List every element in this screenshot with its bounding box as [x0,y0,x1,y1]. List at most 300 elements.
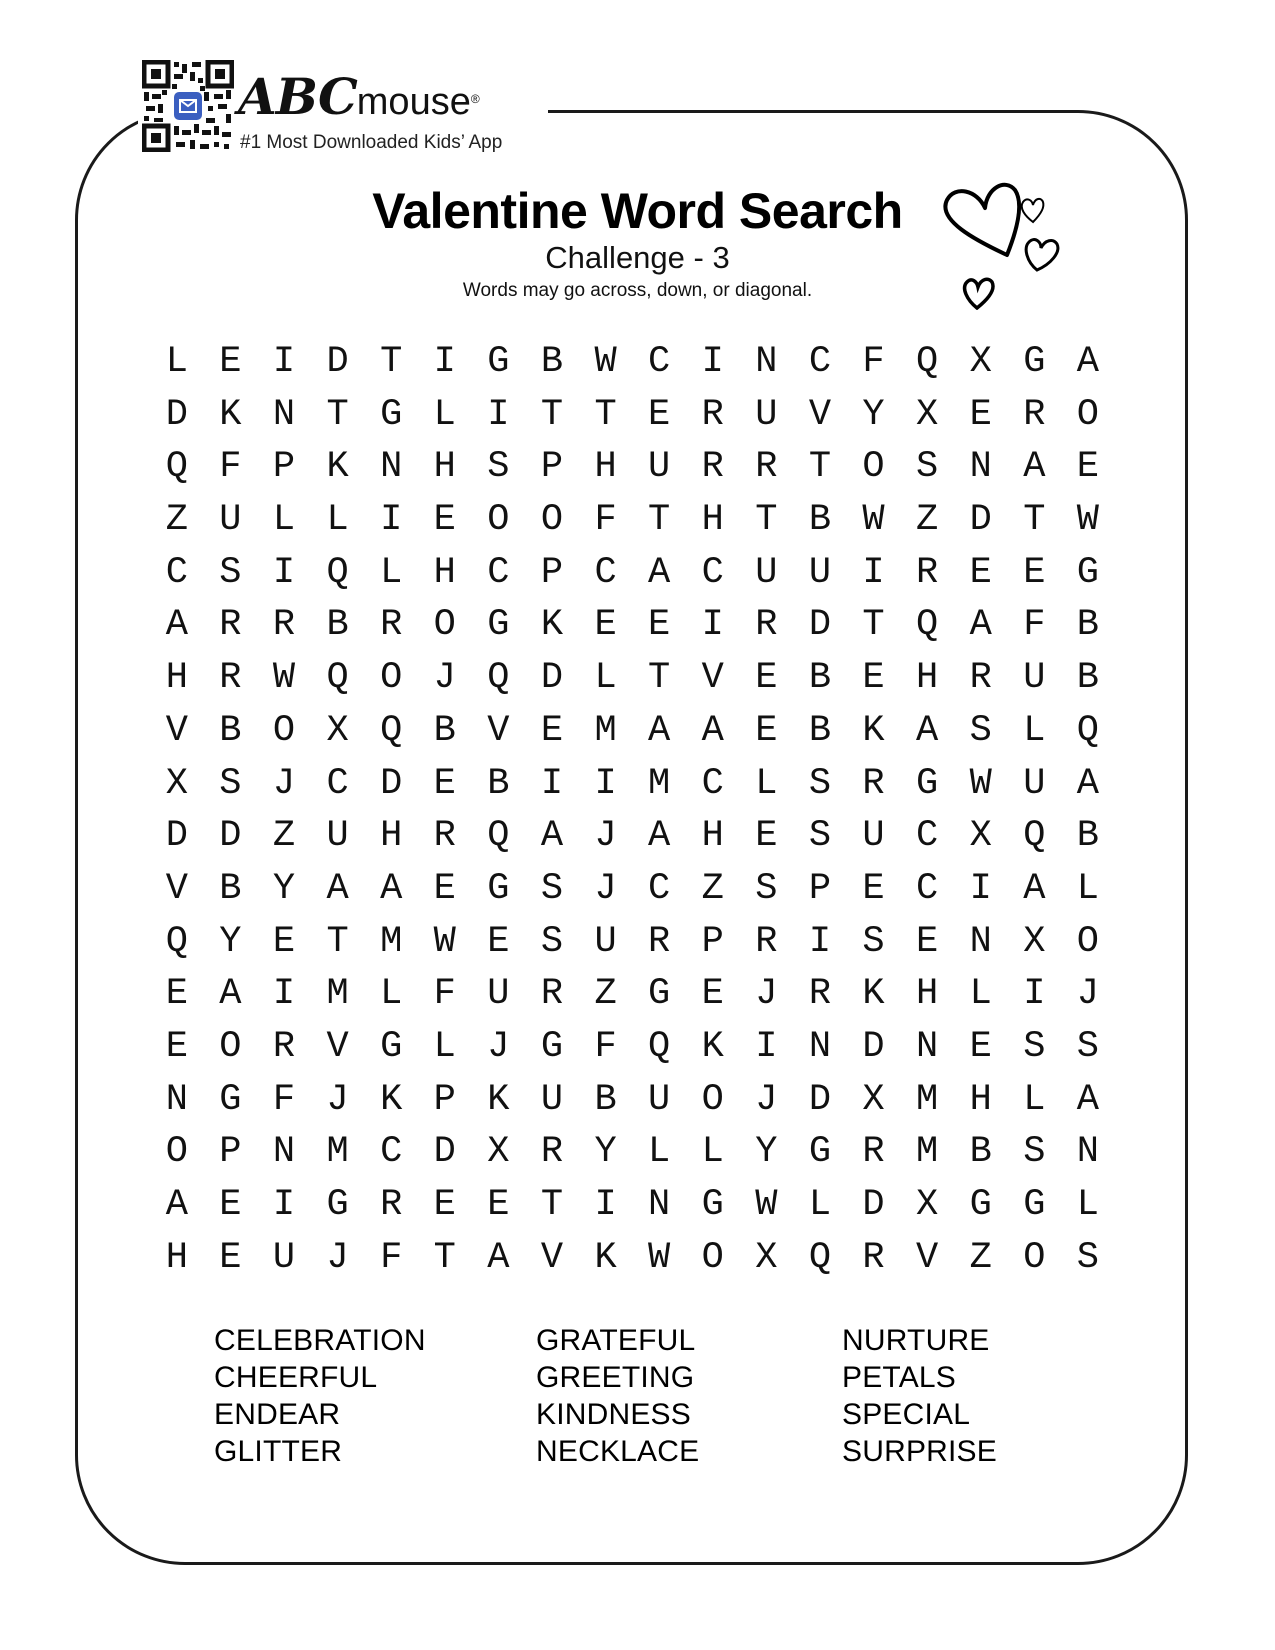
grid-letter: L [326,499,349,542]
instructions: Words may go across, down, or diagonal. [462,280,813,301]
grid-letter: D [862,1025,885,1068]
grid-letter: J [487,1025,510,1068]
grid-letter: S [862,920,885,963]
grid-letter: L [380,973,403,1016]
grid-letter: O [1076,393,1099,436]
grid-letter: R [969,657,992,700]
grid-letter: R [755,604,778,647]
word-item: GLITTER [214,1435,343,1468]
grid-letter: J [755,973,778,1016]
grid-letter: A [648,551,671,594]
grid-letter: R [755,446,778,489]
grid-letter: M [916,1131,939,1174]
grid-letter: Y [272,867,296,910]
word-item: GREETING [536,1361,695,1394]
grid-letter: C [701,762,724,805]
grid-letter: Q [487,657,510,700]
grid-letter: X [487,1131,510,1174]
grid-letter: J [594,815,617,858]
grid-letter: B [808,499,832,542]
grid-letter: T [326,393,349,436]
grid-letter: P [272,446,296,489]
grid-letter: B [540,341,564,383]
grid-letter: H [433,446,456,489]
grid-letter: B [1076,604,1099,647]
grid-letter: S [808,762,832,805]
grid-letter: W [648,1236,671,1279]
grid-letter: J [594,867,617,910]
grid-letter: L [648,1131,671,1174]
grid-letter: A [219,973,242,1016]
grid-letter: F [219,446,242,489]
grid-letter: S [219,551,242,594]
grid-letter: Q [648,1025,671,1068]
grid-letter: W [433,920,456,963]
grid-letter: R [862,762,885,805]
grid-letter: O [540,499,564,542]
grid-letter: W [594,341,617,383]
grid-letter: E [487,920,510,963]
grid-letter: O [701,1236,724,1279]
grid-letter: C [916,815,939,858]
grid-letter: S [1076,1025,1099,1068]
grid-letter: S [969,709,992,752]
grid-letter: S [540,920,564,963]
grid-letter: O [380,657,403,700]
grid-letter: L [1076,1184,1099,1226]
grid-letter: A [1076,341,1099,383]
grid-letter: R [272,1025,296,1068]
grid-letter: A [701,709,724,752]
grid-letter: A [1076,1078,1099,1121]
grid-letter: D [165,815,188,858]
grid-letter: Q [808,1236,832,1279]
grid-letter: G [487,604,510,647]
grid-letter: G [1076,551,1099,594]
grid-letter: N [1076,1131,1099,1174]
grid-letter: I [380,499,403,542]
grid-letter: R [755,920,778,963]
grid-letter: L [594,657,617,700]
grid-letter: B [487,762,510,805]
grid-letter: U [648,446,671,489]
grid-letter: P [219,1131,242,1174]
grid-letter: L [969,973,992,1016]
grid-letter: V [808,393,832,436]
grid-letter: E [648,393,671,436]
grid-letter: G [969,1184,992,1226]
grid-letter: A [165,604,188,647]
grid-letter: H [701,499,724,542]
grid-letter: M [380,920,403,963]
grid-letter: E [433,867,456,910]
grid-letter: I [272,1184,296,1226]
grid-letter: D [862,1184,885,1226]
grid-letter: U [755,551,778,594]
grid-letter: H [165,657,188,700]
grid-letter: Z [165,499,188,542]
grid-letter: U [648,1078,671,1121]
grid-letter: R [862,1236,885,1279]
grid-letter: E [969,1025,992,1068]
grid-letter: G [1023,341,1046,383]
grid-letter: R [219,604,242,647]
grid-letter: W [755,1184,778,1226]
grid-letter: C [165,551,188,594]
grid-letter: K [701,1025,724,1068]
grid-letter: I [594,1184,617,1226]
grid-letter: S [808,815,832,858]
grid-letter: H [969,1078,992,1121]
grid-letter: B [219,709,242,752]
grid-letter: L [1076,867,1099,910]
grid-letter: K [594,1236,617,1279]
grid-letter: O [165,1131,188,1174]
grid-letter: Q [487,815,510,858]
grid-letter: W [1076,499,1099,542]
grid-letter: O [487,499,510,542]
grid-letter: T [433,1236,456,1279]
grid-letter: V [165,867,188,910]
grid-letter: K [862,709,885,752]
grid-letter: Q [165,446,188,489]
grid-letter: Z [701,867,724,910]
grid-letter: I [272,973,296,1016]
grid-letter: D [540,657,564,700]
grid-letter: E [433,762,456,805]
grid-letter: Q [165,920,188,963]
grid-letter: F [1023,604,1046,647]
grid-letter: T [808,446,832,489]
grid-letter: R [219,657,242,700]
grid-letter: B [808,657,832,700]
grid-letter: G [701,1184,724,1226]
grid-letter: E [433,1184,456,1226]
grid-letter: A [487,1236,510,1279]
grid-letter: J [272,762,296,805]
grid-letter: E [755,815,778,858]
grid-letter: P [540,551,564,594]
grid-letter: N [969,446,992,489]
grid-letter: Z [594,973,617,1016]
grid-letter: D [969,499,992,542]
grid-letter: K [219,393,242,436]
grid-letter: Q [326,657,349,700]
grid-letter: B [1076,657,1099,700]
grid-letter: R [701,393,724,436]
grid-letter: W [862,499,885,542]
grid-letter: D [433,1131,456,1174]
grid-letter: C [487,551,510,594]
grid-letter: D [380,762,403,805]
grid-letter: A [969,604,992,647]
grid-letter: R [648,920,671,963]
grid-letter: S [540,867,564,910]
grid-letter: K [487,1078,510,1121]
grid-letter: U [755,393,778,436]
grid-letter: W [969,762,992,805]
word-item: CELEBRATION [214,1324,426,1357]
grid-letter: I [272,341,296,383]
grid-letter: H [916,657,939,700]
grid-letter: R [701,446,724,489]
grid-letter: C [916,867,939,910]
grid-letter: E [219,341,242,383]
grid-letter: K [326,446,349,489]
word-item: SPECIAL [842,1398,971,1431]
grid-letter: O [701,1078,724,1121]
grid-letter: A [648,709,671,752]
grid-letter: N [969,920,992,963]
grid-letter: N [272,1131,296,1174]
grid-letter: G [540,1025,564,1068]
grid-letter: F [433,973,456,1016]
grid-letter: I [808,920,832,963]
grid-letter: E [219,1236,242,1279]
grid-letter: O [433,604,456,647]
grid-letter: E [594,604,617,647]
grid-letter: J [433,657,456,700]
grid-letter: A [540,815,564,858]
grid-letter: L [380,551,403,594]
grid-letter: B [219,867,242,910]
qr-code-icon [142,60,234,152]
grid-letter: H [165,1236,188,1279]
grid-letter: B [433,709,456,752]
grid-letter: B [969,1131,992,1174]
grid-letter: J [755,1078,778,1121]
grid-letter: C [380,1131,403,1174]
grid-letter: J [326,1078,349,1121]
grid-letter: I [755,1025,778,1068]
grid-letter: F [380,1236,403,1279]
grid-letter: I [862,551,885,594]
grid-letter: S [1023,1025,1046,1068]
grid-letter: I [969,867,992,910]
grid-letter: T [594,393,617,436]
grid-letter: R [433,815,456,858]
grid-letter: U [1023,762,1046,805]
grid-letter: L [165,341,188,383]
grid-letter: L [808,1184,832,1226]
word-item: KINDNESS [536,1398,691,1431]
grid-letter: Y [594,1131,617,1174]
grid-letter: O [1023,1236,1046,1279]
grid-letter: E [969,551,992,594]
grid-letter: A [916,709,939,752]
grid-letter: L [272,499,296,542]
grid-letter: N [916,1025,939,1068]
grid-letter: J [1076,973,1099,1016]
grid-letter: X [165,762,188,805]
grid-letter: Z [272,815,296,858]
grid-letter: M [916,1078,939,1121]
grid-letter: I [433,341,456,383]
logo-mouse: mouse [356,81,471,123]
grid-letter: W [272,657,296,700]
grid-letter: I [1023,973,1046,1016]
grid-letter: N [272,393,296,436]
grid-letter: S [219,762,242,805]
grid-letter: S [1076,1236,1099,1279]
grid-letter: N [808,1025,832,1068]
grid-letter: V [540,1236,564,1279]
grid-letter: H [433,551,456,594]
grid-letter: O [862,446,885,489]
grid-letter: V [701,657,724,700]
grid-letter: S [916,446,939,489]
grid-letter: G [487,341,510,383]
grid-letter: M [326,973,349,1016]
grid-letter: X [326,709,349,752]
grid-letter: R [380,1184,403,1226]
grid-letter: G [648,973,671,1016]
grid-letter: V [487,709,510,752]
grid-letter: T [380,341,403,383]
grid-letter: H [701,815,724,858]
grid-letter: M [594,709,617,752]
grid-letter: A [165,1184,188,1226]
grid-letter: U [594,920,617,963]
grid-letter: G [487,867,510,910]
grid-letter: V [916,1236,939,1279]
grid-letter: H [916,973,939,1016]
grid-letter: T [862,604,885,647]
grid-letter: T [755,499,778,542]
grid-letter: F [862,341,885,383]
grid-letter: E [1076,446,1099,489]
grid-letter: R [540,973,564,1016]
word-item: GRATEFUL [536,1324,696,1357]
grid-letter: X [916,1184,939,1226]
challenge-subtitle: Challenge - 3 [545,240,730,275]
hearts-icon [935,180,1075,310]
grid-letter: E [433,499,456,542]
grid-letter: E [1023,551,1046,594]
grid-letter: X [916,393,939,436]
grid-letter: Z [916,499,939,542]
grid-letter: E [165,973,188,1016]
grid-letter: U [219,499,242,542]
grid-letter: D [326,341,349,383]
grid-letter: B [326,604,349,647]
grid-letter: E [862,867,885,910]
grid-letter: S [755,867,778,910]
grid-letter: C [808,341,832,383]
grid-letter: P [701,920,724,963]
grid-letter: K [380,1078,403,1121]
grid-letter: T [540,393,564,436]
grid-letter: E [487,1184,510,1226]
grid-letter: H [380,815,403,858]
grid-letter: L [433,1025,456,1068]
grid-letter: G [380,1025,403,1068]
grid-letter: Q [916,341,939,383]
grid-letter: U [326,815,349,858]
grid-letter: E [916,920,939,963]
grid-letter: E [648,604,671,647]
grid-letter: D [165,393,188,436]
grid-letter: U [862,815,885,858]
grid-letter: U [540,1078,564,1121]
grid-letter: I [487,393,510,436]
grid-letter: A [1023,446,1046,489]
word-item: NURTURE [842,1324,990,1357]
page-title: Valentine Word Search [372,183,903,239]
grid-letter: X [755,1236,778,1279]
grid-letter: A [1076,762,1099,805]
grid-letter: R [272,604,296,647]
word-item: ENDEAR [214,1398,341,1431]
grid-letter: G [1023,1184,1046,1226]
grid-letter: Q [1023,815,1046,858]
grid-letter: S [487,446,510,489]
grid-letter: A [326,867,349,910]
grid-letter: N [165,1078,188,1121]
grid-letter: T [1023,499,1046,542]
grid-letter: Y [862,393,885,436]
grid-letter: R [862,1131,885,1174]
grid-letter: J [326,1236,349,1279]
grid-letter: T [540,1184,564,1226]
grid-letter: A [1023,867,1046,910]
grid-letter: G [916,762,939,805]
grid-letter: Y [755,1131,778,1174]
grid-letter: R [380,604,403,647]
grid-letter: O [219,1025,242,1068]
grid-letter: D [219,815,242,858]
letter-grid [150,336,1110,1284]
grid-letter: Z [969,1236,992,1279]
registered-mark: ® [470,92,479,106]
grid-letter: G [219,1078,242,1121]
grid-letter: U [272,1236,296,1279]
grid-letter: D [808,604,832,647]
grid-letter: X [969,815,992,858]
grid-letter: B [594,1078,617,1121]
grid-letter: E [862,657,885,700]
grid-letter: C [648,867,671,910]
grid-letter: E [701,973,724,1016]
word-item: CHEERFUL [214,1361,378,1394]
grid-letter: X [969,341,992,383]
grid-letter: L [755,762,778,805]
grid-letter: C [594,551,617,594]
word-list-column-3 [842,1322,997,1470]
grid-letter: I [272,551,296,594]
grid-letter: S [1023,1131,1046,1174]
grid-letter: C [648,341,671,383]
grid-letter: B [1076,815,1099,858]
grid-letter: Y [219,920,242,963]
logo-abc: ABC [238,67,357,126]
grid-letter: E [755,709,778,752]
word-list-column-1 [214,1322,426,1470]
grid-letter: E [540,709,564,752]
word-item: SURPRISE [842,1435,997,1468]
grid-letter: P [808,867,832,910]
grid-letter: A [648,815,671,858]
grid-letter: E [219,1184,242,1226]
grid-letter: N [755,341,778,383]
grid-letter: E [165,1025,188,1068]
grid-letter: I [701,604,724,647]
grid-letter: F [594,1025,617,1068]
grid-letter: G [380,393,403,436]
word-item: PETALS [842,1361,957,1394]
grid-letter: K [862,973,885,1016]
grid-letter: E [272,920,296,963]
